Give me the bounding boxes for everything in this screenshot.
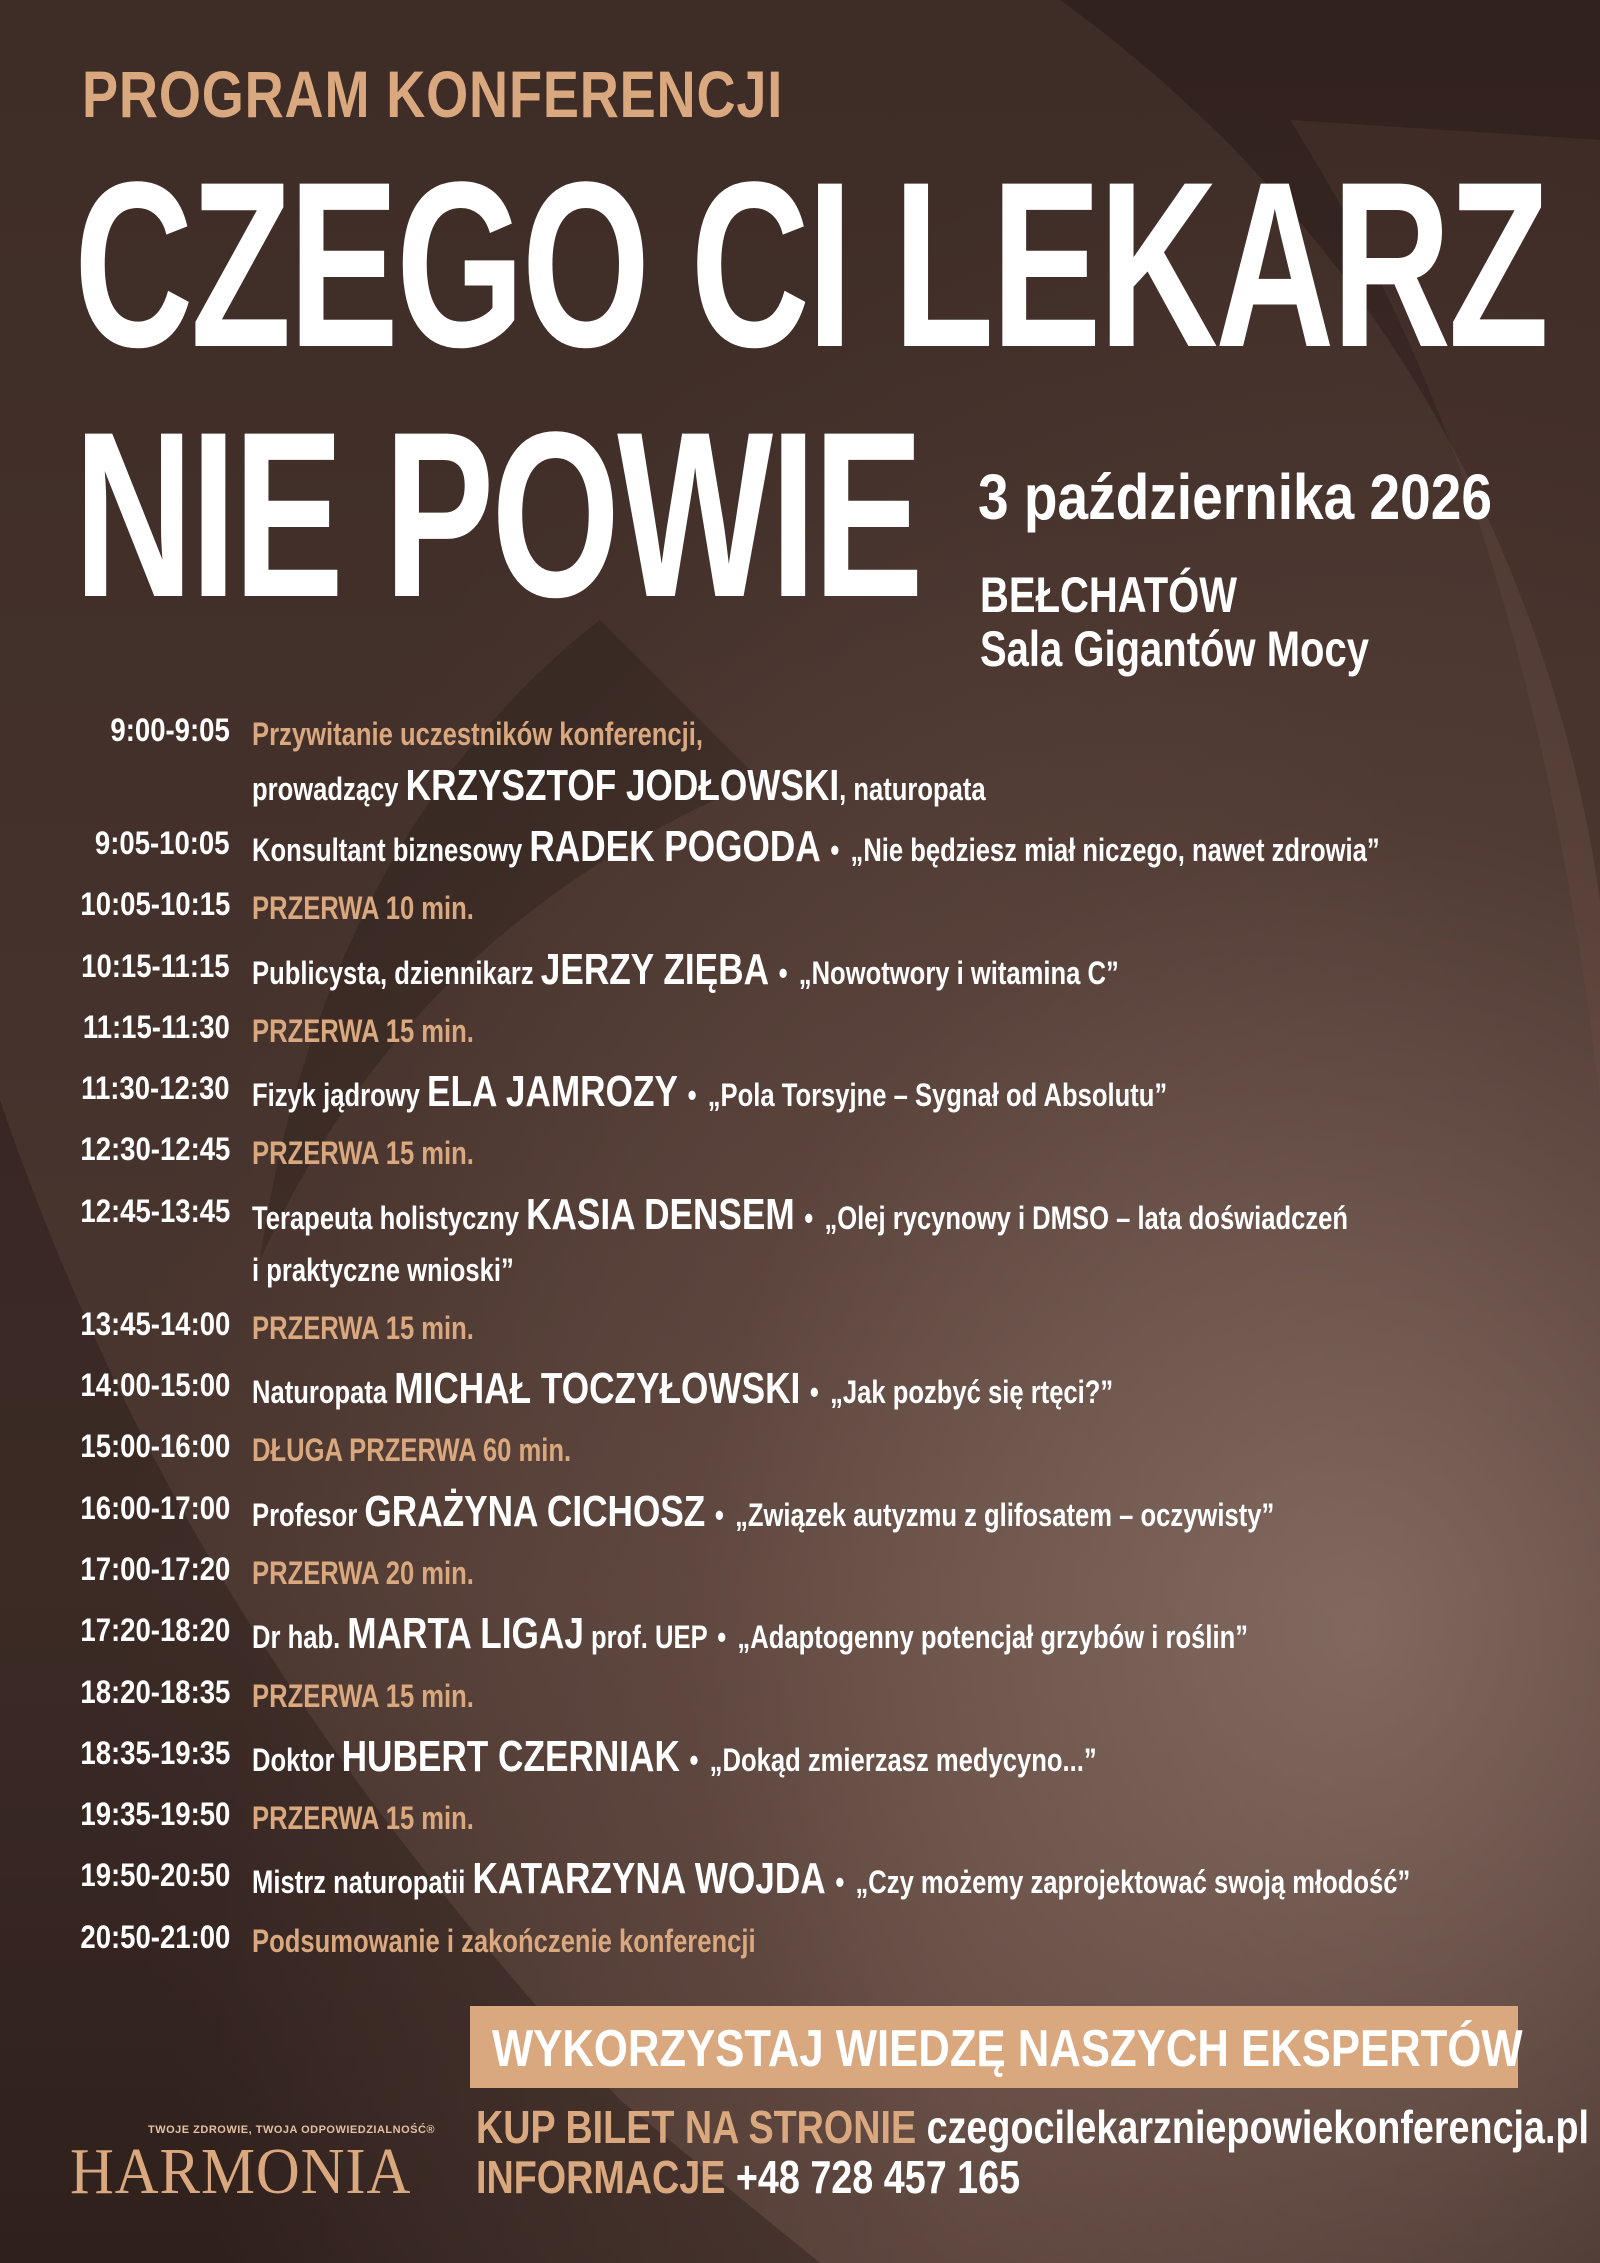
speaker-role: Publicysta, dziennikarz	[252, 954, 534, 991]
talk-topic: „Nie będziesz miał niczego, nawet zdrowia”	[850, 832, 1380, 868]
agenda-content	[252, 1731, 1532, 1786]
agenda-time: 14:00-15:00	[80, 1367, 230, 1404]
agenda-time: 12:45-13:45	[80, 1192, 230, 1229]
agenda-break-text: Podsumowanie i zakończenie konferencji	[252, 1922, 756, 1959]
agenda-row	[0, 1302, 1600, 1363]
agenda-row	[0, 1424, 1600, 1485]
agenda-row	[0, 1066, 1600, 1127]
agenda-break-text: PRZERWA 15 min.	[252, 1135, 474, 1172]
speaker-name: ELA JAMROZY	[426, 1067, 678, 1117]
agenda-time: 20:50-21:00	[80, 1918, 230, 1955]
agenda-content	[252, 1363, 1532, 1418]
agenda-break-text: PRZERWA 10 min.	[252, 890, 474, 927]
agenda-break-text: PRZERWA 15 min.	[252, 1309, 474, 1346]
speaker-name: KATARZYNA WOJDA	[472, 1854, 826, 1904]
agenda-time: 16:00-17:00	[80, 1489, 230, 1526]
agenda-break-text: PRZERWA 15 min.	[252, 1800, 474, 1837]
speaker-name: KRZYSZTOF JODŁOWSKI	[405, 761, 840, 810]
speaker-name: KASIA DENSEM	[526, 1189, 795, 1239]
speaker-name: GRAŻYNA CICHOSZ	[364, 1486, 706, 1536]
bullet-separator: •	[778, 954, 788, 991]
title-line-1: CZEGO CI LEKARZ	[74, 133, 1547, 397]
agenda-time: 10:05-10:15	[80, 886, 230, 923]
bullet-separator: •	[717, 1619, 727, 1656]
agenda-content	[252, 1127, 1532, 1179]
agenda-content	[252, 1005, 1532, 1057]
bullet-separator: •	[835, 1864, 845, 1901]
agenda-time: 19:50-20:50	[80, 1857, 230, 1894]
talk-topic: „Pola Torsyjne – Sygnał od Absolutu”	[707, 1077, 1168, 1114]
agenda-row	[0, 1127, 1600, 1188]
event-venue: Sala Gigantów Mocy	[980, 621, 1369, 677]
agenda-content	[252, 1792, 1532, 1844]
agenda-row	[0, 1792, 1600, 1853]
agenda-row	[0, 708, 1600, 821]
speaker-name: RADEK POGODA	[529, 822, 821, 871]
agenda-content	[252, 1302, 1532, 1354]
agenda-content	[252, 821, 1532, 876]
agenda-time: 11:30-12:30	[81, 1070, 230, 1107]
speaker-name: JERZY ZIĘBA	[540, 944, 769, 994]
event-date: 3 października 2026	[978, 461, 1492, 533]
speaker-role: Fizyk jądrowy	[252, 1077, 420, 1114]
agenda-list	[0, 708, 1600, 1976]
ticket-url-link[interactable]: czegocilekarzniepowiekonferencja.pl	[926, 2101, 1590, 2153]
contact-info	[476, 2150, 1020, 2204]
bullet-separator: •	[804, 1199, 814, 1236]
agenda-content	[252, 1424, 1532, 1476]
talk-topic: „Nowotwory i witamina C”	[798, 954, 1119, 991]
info-label: INFORMACJE	[476, 2151, 726, 2203]
agenda-welcome-host	[252, 760, 1532, 815]
agenda-time: 17:20-18:20	[80, 1612, 230, 1649]
speaker-role: Naturopata	[252, 1374, 388, 1411]
bullet-separator: •	[809, 1374, 819, 1411]
speaker-role: Profesor	[252, 1496, 358, 1533]
agenda-time: 9:00-9:05	[110, 712, 230, 748]
agenda-row	[0, 1915, 1600, 1976]
agenda-break-text: PRZERWA 15 min.	[252, 1677, 474, 1714]
agenda-time: 12:30-12:45	[80, 1131, 230, 1168]
event-city: BEŁCHATÓW	[980, 567, 1237, 623]
agenda-content	[252, 708, 1532, 815]
bullet-separator: •	[830, 832, 840, 868]
agenda-time: 10:15-11:15	[81, 947, 230, 984]
logo-tagline: TWOJE ZDROWIE, TWOJA ODPOWIEDZIALNOŚĆ®	[148, 2124, 436, 2136]
agenda-row	[0, 882, 1600, 943]
host-prefix: prowadzący	[252, 771, 406, 807]
title-line-2: NIE POWIE	[74, 383, 921, 647]
speaker-title: prof. UEP	[591, 1619, 708, 1656]
agenda-row	[0, 944, 1600, 1005]
agenda-break-text: PRZERWA 20 min.	[252, 1554, 474, 1591]
agenda-content	[252, 882, 1532, 934]
agenda-content	[252, 1066, 1532, 1121]
talk-topic: „Związek autyzmu z glifosatem – oczywisty”	[735, 1496, 1275, 1533]
ticket-label: KUP BILET NA STRONIE	[476, 2101, 917, 2153]
experts-banner-text: WYKORZYSTAJ WIEDZĘ NASZYCH EKSPERTÓW	[492, 2020, 1523, 2078]
speaker-name: MARTA LIGAJ	[347, 1609, 584, 1659]
speaker-name: MICHAŁ TOCZYŁOWSKI	[394, 1364, 801, 1414]
agenda-row	[0, 821, 1600, 882]
agenda-row	[0, 1363, 1600, 1424]
agenda-content	[252, 1853, 1532, 1908]
speaker-role: Konsultant biznesowy	[252, 832, 523, 868]
ticket-info	[476, 2100, 1589, 2154]
speaker-role: Mistrz naturopatii	[252, 1864, 466, 1901]
harmonia-logo: HARMONIA	[70, 2135, 412, 2208]
agenda-row	[0, 1005, 1600, 1066]
agenda-time: 18:35-19:35	[80, 1734, 230, 1771]
agenda-content	[252, 944, 1532, 999]
agenda-row	[0, 1731, 1600, 1792]
bullet-separator: •	[714, 1496, 724, 1533]
agenda-time: 19:35-19:50	[80, 1796, 230, 1833]
agenda-content	[252, 1915, 1532, 1967]
agenda-row	[0, 1608, 1600, 1669]
agenda-row	[0, 1189, 1600, 1302]
speaker-role: Dr hab.	[252, 1619, 341, 1656]
program-kicker: PROGRAM KONFERENCJI	[82, 57, 784, 131]
talk-topic-continued: i praktyczne wnioski”	[252, 1251, 514, 1288]
agenda-time: 11:15-11:30	[83, 1008, 230, 1045]
agenda-content	[252, 1608, 1532, 1663]
agenda-break-text: PRZERWA 15 min.	[252, 1012, 474, 1049]
talk-topic: „Dokąd zmierzasz medycyno...”	[709, 1741, 1097, 1778]
speaker-role: Terapeuta holistyczny	[252, 1199, 519, 1236]
agenda-content	[252, 1547, 1532, 1599]
bullet-separator: •	[689, 1741, 699, 1778]
agenda-time: 18:20-18:35	[80, 1673, 230, 1710]
conference-title	[74, 133, 1547, 647]
bullet-separator: •	[687, 1077, 697, 1114]
agenda-time: 13:45-14:00	[80, 1305, 230, 1342]
host-suffix: , naturopata	[839, 771, 986, 807]
speaker-name: HUBERT CZERNIAK	[341, 1731, 680, 1781]
talk-topic: „Czy możemy zaprojektować swoją młodość”	[855, 1864, 1411, 1901]
agenda-welcome-text: Przywitanie uczestników konferencji,	[252, 716, 703, 752]
agenda-time: 15:00-16:00	[80, 1428, 230, 1465]
agenda-row	[0, 1853, 1600, 1914]
talk-topic: „Jak pozbyć się rtęci?”	[830, 1374, 1114, 1411]
agenda-time: 17:00-17:20	[80, 1550, 230, 1587]
agenda-row	[0, 1486, 1600, 1547]
agenda-content	[252, 1486, 1532, 1541]
talk-topic: „Adaptogenny potencjał grzybów i roślin”	[737, 1619, 1249, 1656]
agenda-time: 9:05-10:05	[95, 825, 230, 861]
info-phone[interactable]: +48 728 457 165	[735, 2151, 1021, 2203]
agenda-row	[0, 1547, 1600, 1608]
agenda-content	[252, 1670, 1532, 1722]
agenda-break-text: DŁUGA PRZERWA 60 min.	[252, 1432, 572, 1469]
agenda-row	[0, 1670, 1600, 1731]
speaker-role: Doktor	[252, 1741, 335, 1778]
agenda-content	[252, 1189, 1532, 1296]
talk-topic: „Olej rycynowy i DMSO – lata doświadczeń	[824, 1199, 1348, 1236]
